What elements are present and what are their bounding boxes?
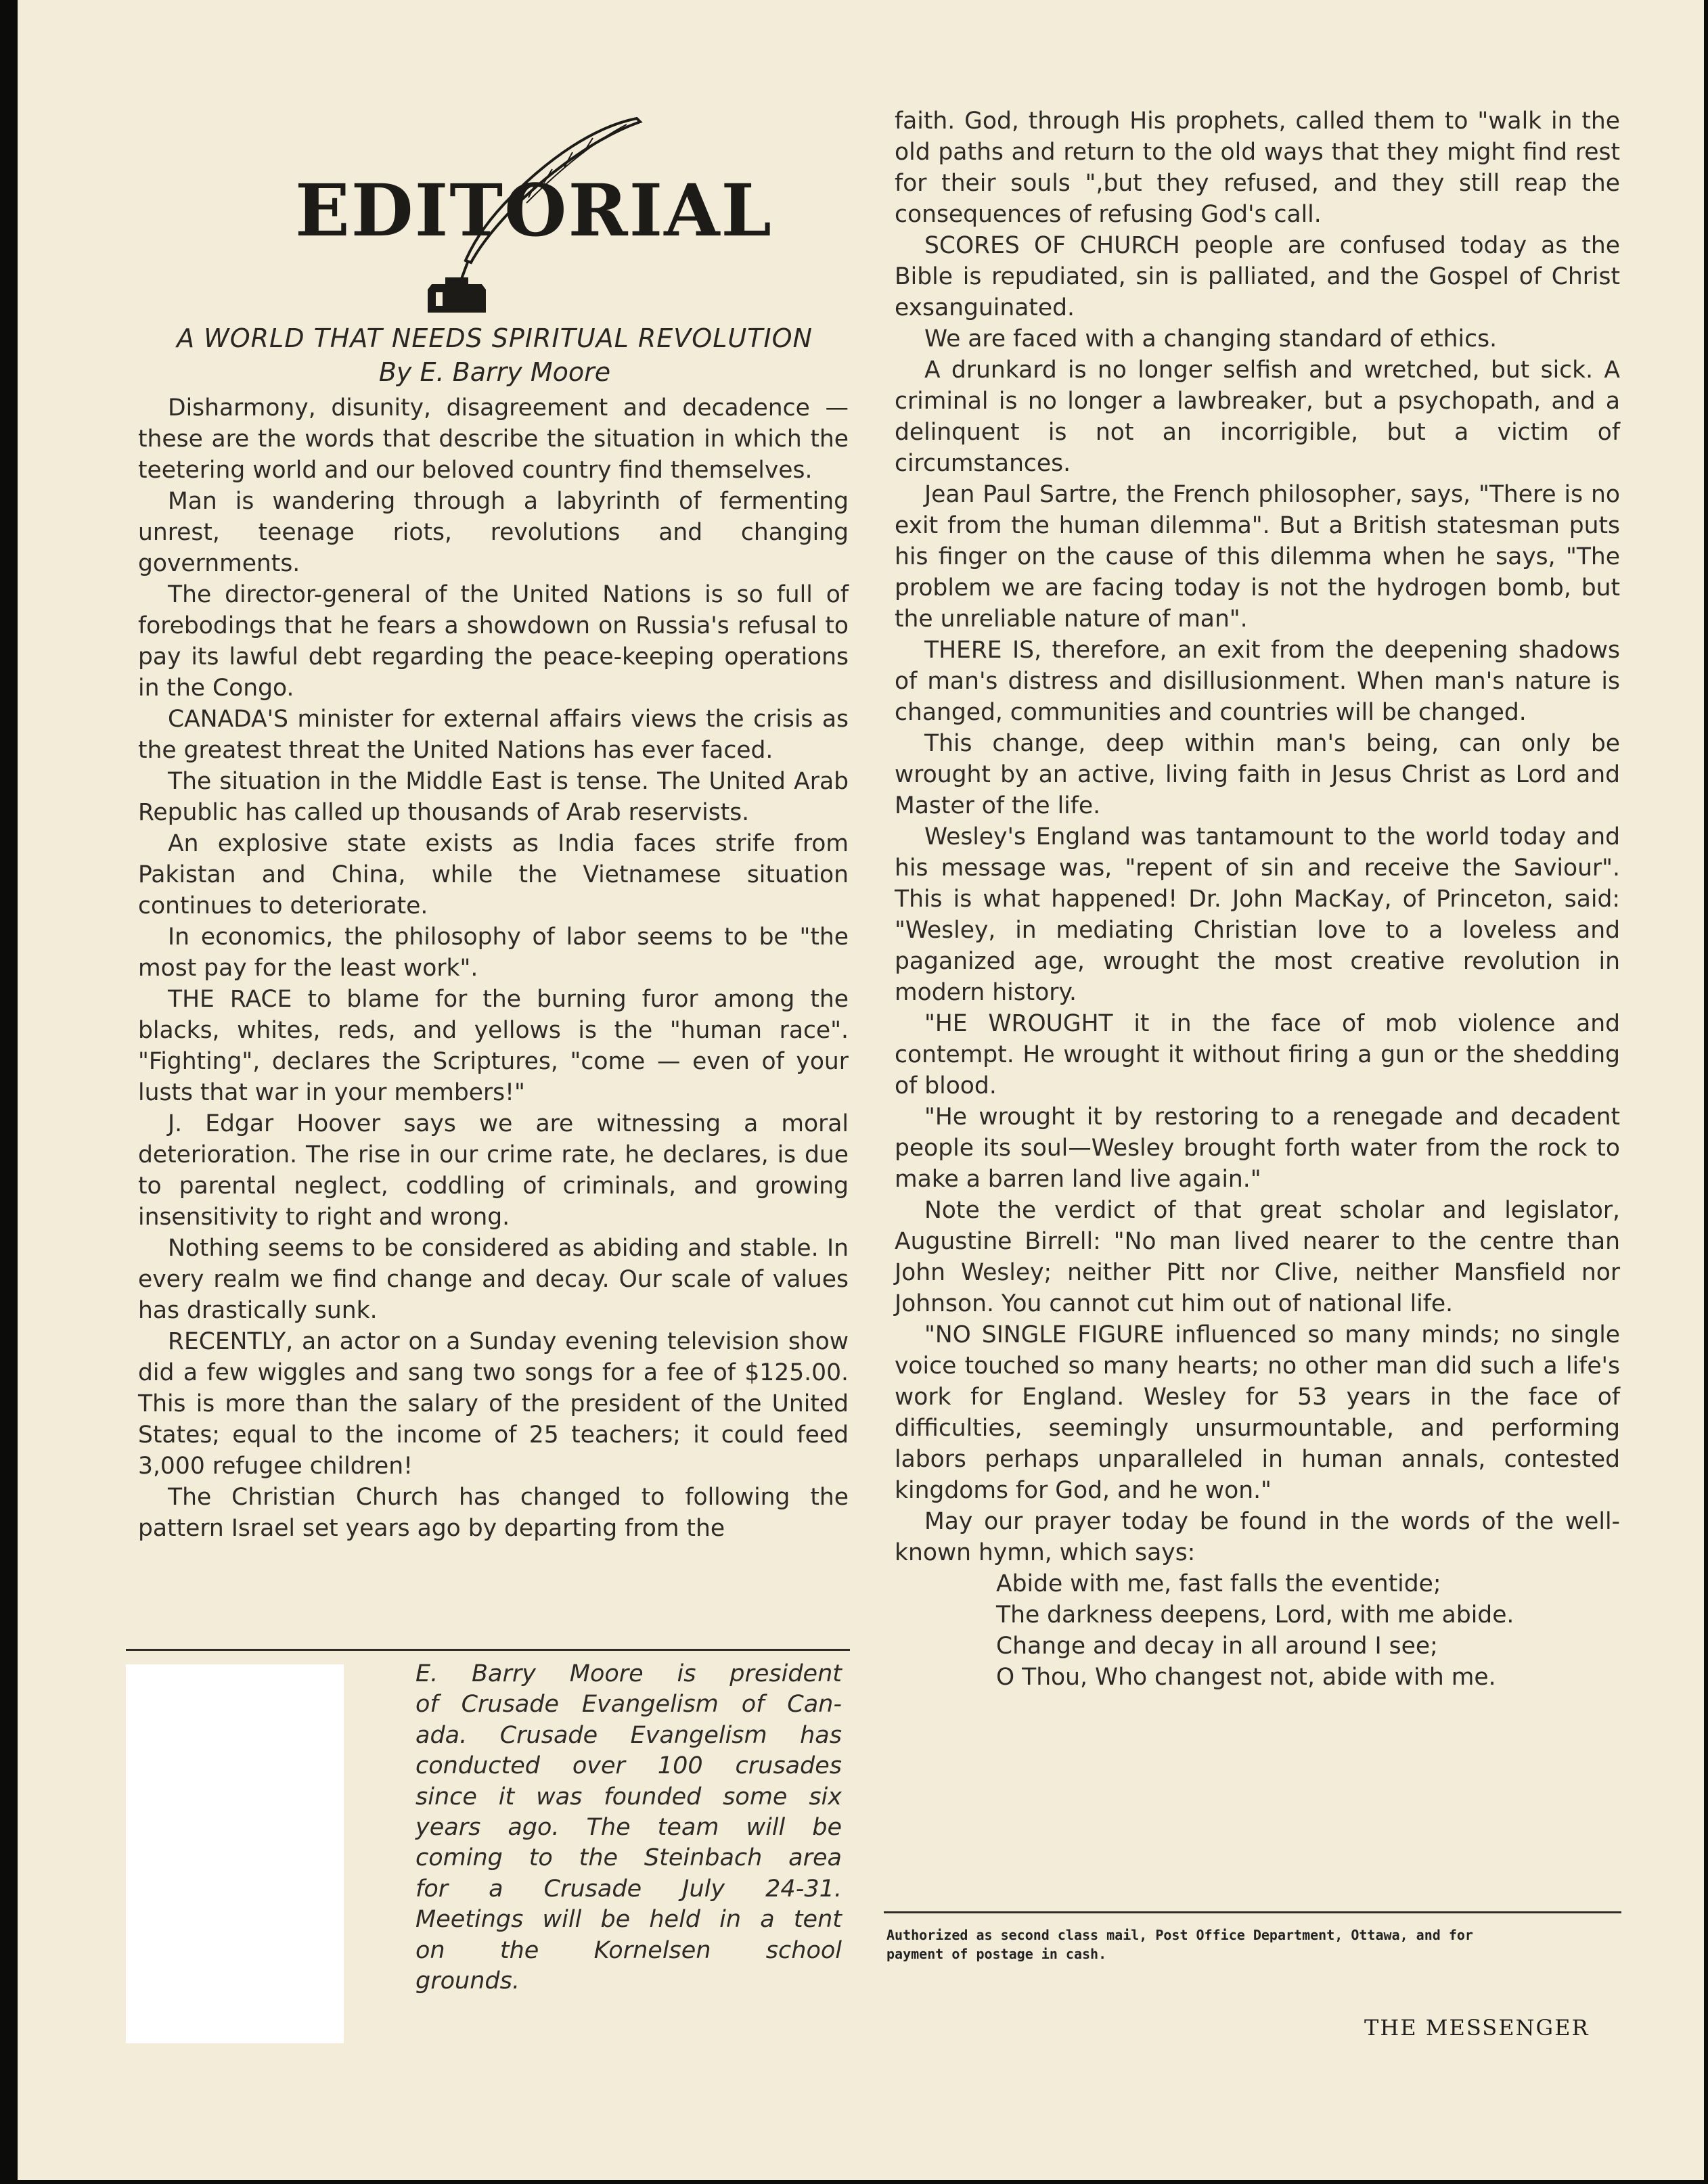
paragraph: The situation in the Middle East is tense. The United Arab Republic has called up thousands of Arab reservists. (138, 768, 849, 826)
article-headline: A WORLD THAT NEEDS SPIRITUAL REVOLUTION (177, 323, 813, 353)
paragraph: Disharmony, disunity, disagreement and decadence —these are the words that describe the situation in which the teetering world and our beloved country find themselves. (138, 394, 849, 484)
postal-note-line: payment of postage in cash. (886, 1946, 1107, 1962)
paragraph: An explosive state exists as India faces strife from Pakistan and China, while the Vietnamese situation continues to deteriorate. (138, 830, 849, 919)
paragraph: The director-general of the United Nations is so full of forebodings that he fears a showdown on Russia's refusal to pay its lawful debt regarding the peace-keeping operations in the Congo. (138, 581, 849, 702)
paragraph: In economics, the philosophy of labor seems to be "the most pay for the least work". (138, 924, 849, 982)
paragraph: "HE WROUGHT it in the face of mob violence and contempt. He wrought it without firing a gun or the shedding of blood. (895, 1010, 1620, 1099)
paragraph: Nothing seems to be considered as abiding and stable. In every realm we find change and decay. Our scale of values has drastically sunk. (138, 1235, 849, 1324)
bio-line: conducted over 100 crusades (415, 1752, 842, 1780)
paragraph: "He wrought it by restoring to a renegade and decadent people its soul—Wesley brought forth water from the rock to make a barren land live again." (895, 1104, 1620, 1193)
paragraph: Note the verdict of that great scholar and legislator, Augustine Birrell: "No man lived nearer to the centre than John Wesley; neither Pitt nor Clive, neither Mansfield nor Johnson. You cannot cut him out of national life. (895, 1197, 1620, 1317)
publication-name: THE MESSENGER (1364, 2015, 1590, 2041)
paragraph: Jean Paul Sartre, the French philosopher, says, "There is no exit from the human dilemma". But a British statesman puts his finger on the cause of this dilemma when he says, "The problem we are facing today is not the hydrogen bomb, but the unreliable nature of man". (895, 481, 1620, 633)
paragraph: THE RACE to blame for the burning furor among the blacks, whites, reds, and yellows is the "human race". "Fighting", declares the Scriptures, "come — even of your lusts that war in your members!" (138, 986, 849, 1106)
bio-line: Meetings will be held in a tent (415, 1906, 842, 1934)
paragraph: This change, deep within man's being, can only be wrought by an active, living faith in Jesus Christ as Lord and Master of the life. (895, 730, 1620, 819)
bio-line: on the Kornelsen school (415, 1936, 842, 1964)
paragraph: RECENTLY, an actor on a Sunday evening television show did a few wiggles and sang two songs for a fee of $125.00. This is more than the salary of the president of the United States; equal to the income of 25 teachers; it could feed 3,000 refugee children! (138, 1328, 849, 1480)
article-column-right (895, 106, 1620, 1693)
article-byline: By E. Barry Moore (378, 357, 611, 387)
postal-authorization-note (886, 1926, 1617, 1963)
magazine-page (18, 0, 1704, 2180)
article-column-left (138, 392, 849, 1544)
paragraph: "NO SINGLE FIGURE influenced so many minds; no single voice touched so many hearts; no other man did such a life's work for England. Wesley for 53 years in the face of difficulties, seemingly unsurmountable, and performing labors perhaps unparalleled in human annals, contested kingdoms for God, and he won." (895, 1321, 1620, 1504)
hymn-verse (895, 1568, 1620, 1693)
hymn-line: O Thou, Who changest not, abide with me. (996, 1664, 1496, 1691)
paragraph: We are faced with a changing standard of ethics. (924, 325, 1498, 352)
hymn-line: Abide with me, fast falls the eventide; (996, 1570, 1441, 1597)
paragraph: SCORES OF CHURCH people are confused today as the Bible is repudiated, sin is palliated, and the Gospel of Christ exsanguinated. (895, 232, 1620, 321)
bio-line: coming to the Steinbach area (415, 1844, 842, 1872)
hymn-line: The darkness deepens, Lord, with me abide. (996, 1601, 1514, 1629)
paragraph: THERE IS, therefore, an exit from the deepening shadows of man's distress and disillusionment. When man's nature is changed, communities and countries will be changed. (895, 637, 1620, 726)
paragraph: A drunkard is no longer selfish and wretched, but sick. A criminal is no longer a lawbreaker, but a psychopath, and a delinquent is not an incorrigible, but a victim of circumstances. (895, 357, 1620, 477)
bio-line: for a Crusade July 24-31. (415, 1875, 842, 1903)
author-photo-placeholder (126, 1664, 344, 2043)
paragraph: J. Edgar Hoover says we are witnessing a moral deterioration. The rise in our crime rate, he declares, is due to parental neglect, coddling of criminals, and growing insensitivity to right and wrong. (138, 1110, 849, 1231)
divider-rule (884, 1911, 1621, 1913)
bio-line: ada. Crusade Evangelism has (415, 1721, 842, 1749)
paragraph: May our prayer today be found in the words of the well-known hymn, which says: (895, 1508, 1620, 1566)
bio-line: grounds. (415, 1967, 520, 1995)
bio-line: since it was founded some six (415, 1783, 842, 1811)
paragraph: The Christian Church has changed to following the pattern Israel set years ago by departing from the (138, 1484, 849, 1542)
paragraph: CANADA'S minister for external affairs views the crisis as the greatest threat the United Nations has ever faced. (138, 706, 849, 764)
paragraph: Wesley's England was tantamount to the world today and his message was, "repent of sin and receive the Saviour". This is what happened! Dr. John MacKay, of Princeton, said: "Wesley, in mediating Christian love to a loveless and paganized age, wrought the most creative revolution in modern history. (895, 823, 1620, 1006)
editorial-masthead (275, 115, 773, 318)
paragraph: faith. God, through His prophets, called them to "walk in the old paths and return to the old ways that they might find rest for their souls ",but they refused, and they still reap the consequences of refusing God's call. (895, 108, 1620, 228)
postal-note-line: Authorized as second class mail, Post Office Department, Ottawa, and for (886, 1927, 1473, 1943)
author-bio (415, 1659, 842, 1997)
editorial-title: EDITORIAL (295, 168, 773, 252)
bio-line: of Crusade Evangelism of Can- (415, 1691, 842, 1719)
paragraph: Man is wandering through a labyrinth of fermenting unrest, teenage riots, revolutions and changing governments. (138, 488, 849, 577)
bio-line: E. Barry Moore is president (415, 1660, 842, 1687)
divider-rule (126, 1649, 850, 1651)
bio-line: years ago. The team will be (415, 1814, 842, 1842)
hymn-line: Change and decay in all around I see; (996, 1633, 1438, 1660)
